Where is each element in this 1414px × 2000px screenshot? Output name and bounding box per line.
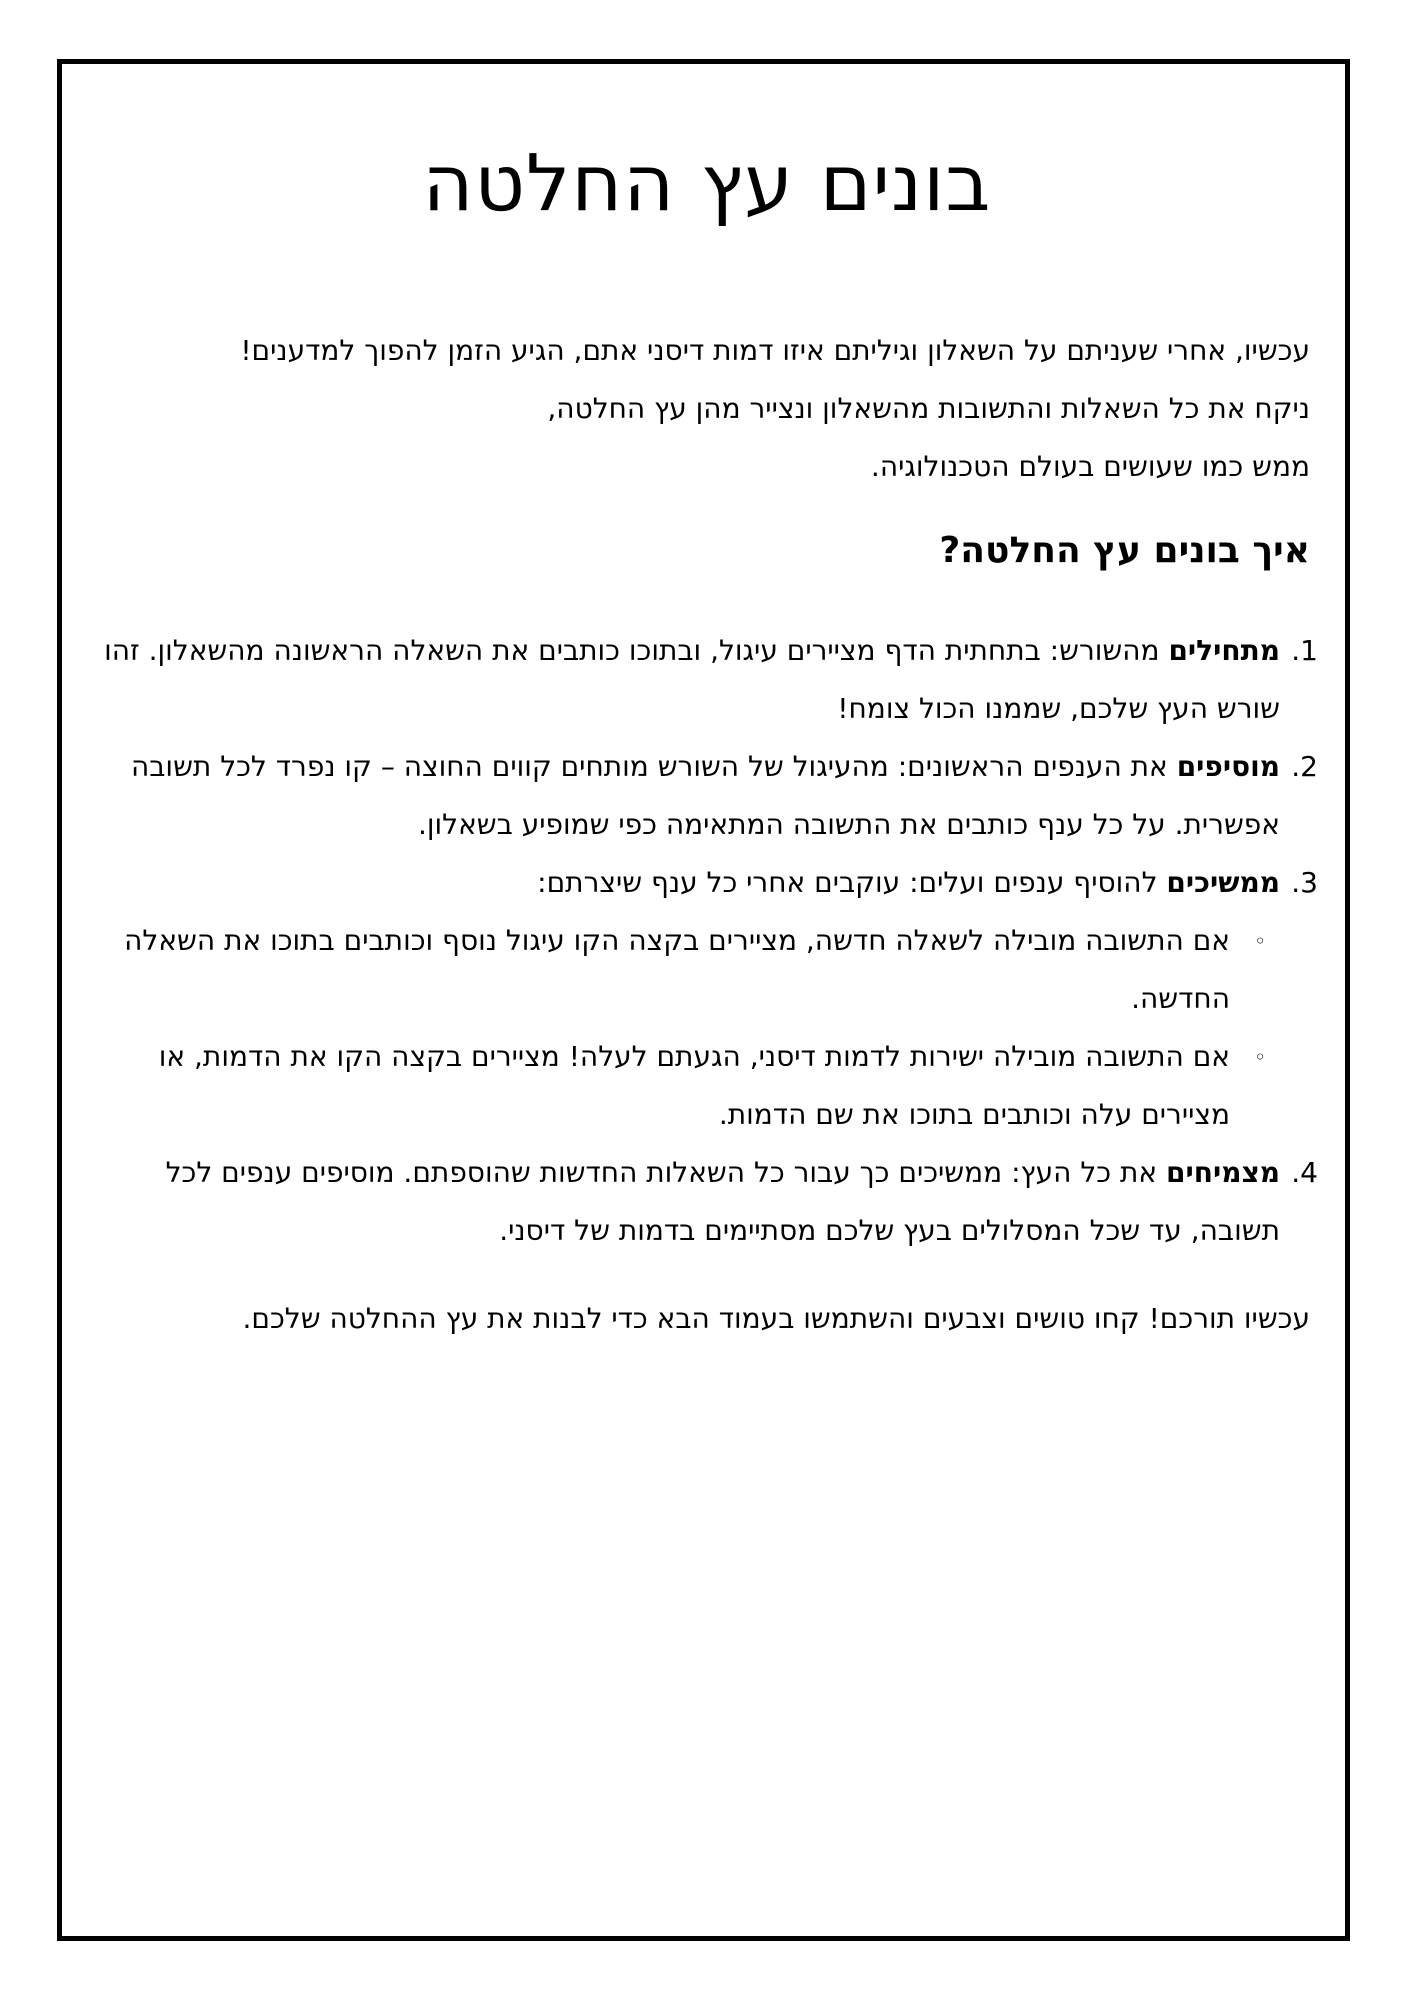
intro-line-3: ממש כמו שעושים בעולם הטכנולוגיה. [870,450,1310,483]
intro-line-1: עכשיו, אחרי שעניתם על השאלון וגיליתם איזו דמות דיסני אתם, הגיע הזמן להפוך למדענים! [240,334,1310,367]
step-2 [90,738,1318,854]
steps-list [90,622,1318,1260]
closing-line: עכשיו תורכם! קחו טושים וצבעים והשתמשו בעמוד הבא כדי לבנות את עץ ההחלטה שלכם. [242,1302,1310,1335]
sub-item-2 [90,1028,1310,1144]
step-3 [90,854,1318,912]
bullet-circle-icon: ◦ [1254,929,1266,953]
sub-item-text: אם התשובה מובילה לשאלה חדשה, מציירים בקצה הקו עיגול נוסף וכותבים בתוכו את השאלה החדשה. [124,924,1230,1015]
step-text: מהשורש: בתחתית הדף מציירים עיגול, ובתוכו כותבים את השאלה הראשונה מהשאלון. זהו שורש העץ שלכם, שממנו הכול צומח! [104,634,1280,725]
step-number: 4. [1291,1156,1318,1189]
section-heading: איך בונים עץ החלטה? [939,530,1310,571]
step-number: 1. [1291,634,1318,667]
bullet-circle-icon: ◦ [1254,1045,1266,1069]
step-keyword: מצמיחים [1165,1156,1280,1189]
step-text: את כל העץ: ממשיכים כך עבור כל השאלות החדשות שהוספתם. מוסיפים ענפים לכל תשובה, עד שכל המסלולים בעץ שלכם מסתיימים בדמות של דיסני. [165,1156,1280,1247]
step-text: את הענפים הראשונים: מהעיגול של השורש מותחים קווים החוצה – קו נפרד לכל תשובה אפשרית. על כל ענף כותבים את התשובה המתאימה כפי שמופיע בשאלון. [130,750,1280,841]
step-keyword: ממשיכים [1166,866,1280,899]
step-1 [90,622,1318,738]
step-keyword: מוסיפים [1176,750,1280,783]
step-number: 3. [1291,866,1318,899]
step-text: להוסיף ענפים ועלים: עוקבים אחרי כל ענף שיצרתם: [537,866,1167,899]
intro-paragraph [70,322,1310,496]
intro-line-2: ניקח את כל השאלות והתשובות מהשאלון ונצייר מהן עץ החלטה, [547,392,1310,425]
step-keyword: מתחילים [1168,634,1280,667]
page-title: בונים עץ החלטה [422,139,992,229]
step-4 [90,1144,1318,1260]
step-number: 2. [1291,750,1318,783]
sub-item-text: אם התשובה מובילה ישירות לדמות דיסני, הגעתם לעלה! מציירים בקצה הקו את הדמות, או מציירים עלה וכותבים בתוכו את שם הדמות. [158,1040,1230,1131]
sub-item-1 [90,912,1310,1028]
